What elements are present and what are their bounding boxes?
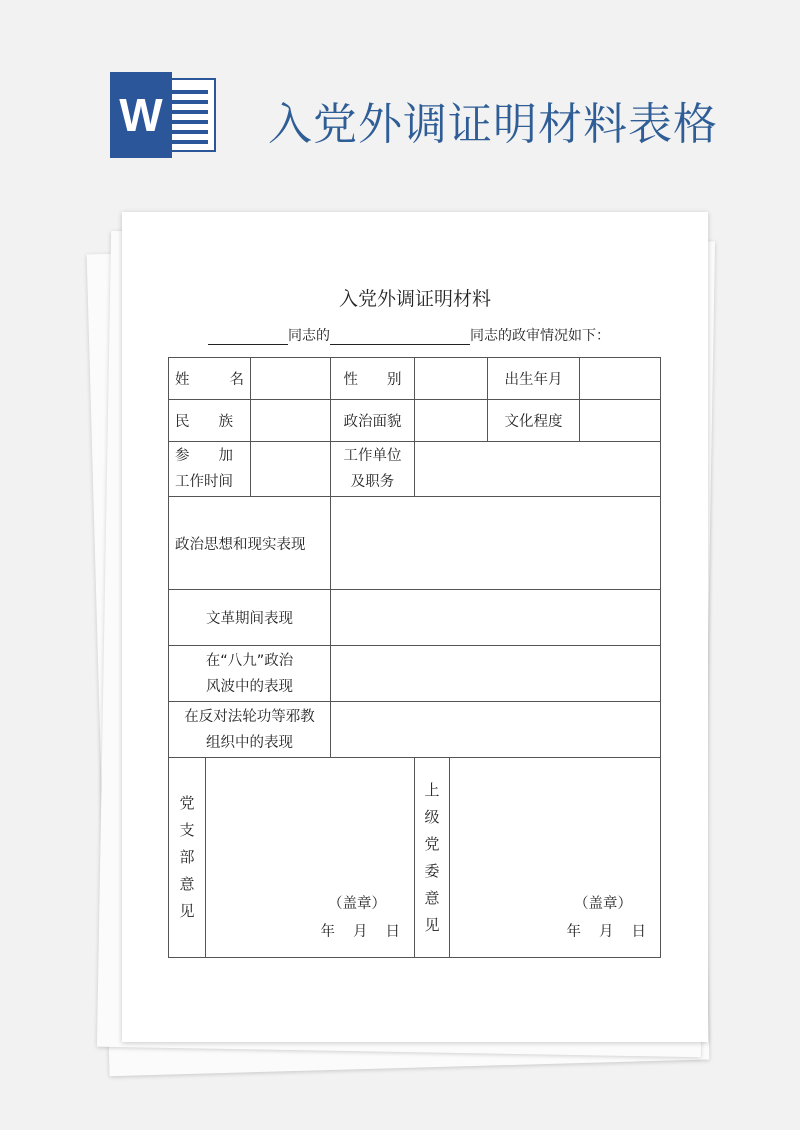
label-anti-cult-line1: 在反对法轮功等邪教 bbox=[184, 708, 315, 725]
superior-opinion-char: 上 bbox=[424, 780, 440, 799]
superior-opinion-char: 党 bbox=[424, 834, 440, 853]
date-day: 日 bbox=[385, 924, 400, 940]
date-month: 月 bbox=[353, 924, 368, 940]
branch-opinion-char: 见 bbox=[179, 902, 195, 920]
date-year: 年 bbox=[320, 924, 335, 940]
superior-opinion-area bbox=[450, 758, 661, 958]
label-june-fourth bbox=[169, 646, 331, 702]
word-icon-badge: W bbox=[110, 72, 172, 158]
blank-line bbox=[330, 328, 470, 345]
branch-opinion-char: 支 bbox=[179, 821, 195, 839]
branch-opinion-label bbox=[169, 758, 206, 958]
label-gender: 性 别 bbox=[331, 358, 415, 400]
value-june-fourth bbox=[331, 646, 661, 702]
intro-text-2: 同志的政审情况如下： bbox=[470, 328, 610, 344]
label-june-fourth-line1: 在“八九”政治 bbox=[205, 652, 294, 669]
branch-opinion-area bbox=[206, 758, 415, 958]
label-join-work-line2: 工作时间 bbox=[175, 474, 233, 490]
label-join-work-line1: 参 加 bbox=[175, 448, 233, 464]
label-birth: 出生年月 bbox=[488, 358, 580, 400]
value-gender bbox=[415, 358, 488, 400]
value-anti-cult bbox=[331, 702, 661, 758]
intro-line bbox=[208, 325, 610, 345]
superior-opinion-char: 见 bbox=[424, 915, 440, 934]
branch-opinion-char: 党 bbox=[179, 794, 195, 812]
value-work-unit bbox=[415, 442, 661, 497]
label-name: 姓 名 bbox=[169, 358, 251, 400]
value-cultural-revolution bbox=[331, 590, 661, 646]
branch-seal-text: （盖章） bbox=[328, 896, 386, 912]
value-political-status bbox=[415, 400, 488, 442]
superior-seal-text: （盖章） bbox=[574, 896, 632, 912]
value-birth bbox=[580, 358, 661, 400]
superior-date bbox=[549, 920, 647, 941]
superior-opinion-label bbox=[415, 758, 450, 958]
value-political-thought bbox=[331, 497, 661, 590]
branch-opinion-char: 意 bbox=[179, 875, 195, 893]
label-cultural-revolution: 文革期间表现 bbox=[169, 590, 331, 646]
date-day: 日 bbox=[631, 924, 646, 940]
value-ethnicity bbox=[251, 400, 331, 442]
word-icon bbox=[110, 72, 216, 158]
label-work-unit-line1: 工作单位 bbox=[343, 448, 402, 464]
label-political-thought: 政治思想和现实表现 bbox=[169, 497, 331, 590]
date-year: 年 bbox=[566, 924, 581, 940]
superior-opinion-char: 意 bbox=[424, 888, 440, 907]
superior-opinion-char: 级 bbox=[424, 807, 440, 826]
value-name bbox=[251, 358, 331, 400]
value-education bbox=[580, 400, 661, 442]
superior-opinion-char: 委 bbox=[424, 861, 440, 880]
label-ethnicity: 民 族 bbox=[169, 400, 251, 442]
document-page bbox=[122, 212, 708, 1042]
branch-date bbox=[303, 920, 401, 941]
blank-line bbox=[208, 328, 288, 345]
label-anti-cult-line2: 组织中的表现 bbox=[206, 734, 293, 751]
label-political-status: 政治面貌 bbox=[331, 400, 415, 442]
branch-opinion-char: 部 bbox=[179, 848, 195, 866]
label-work-unit bbox=[331, 442, 415, 497]
value-join-work-time bbox=[251, 442, 331, 497]
label-join-work-time bbox=[169, 442, 251, 497]
label-education: 文化程度 bbox=[488, 400, 580, 442]
form-table bbox=[168, 357, 661, 958]
header-title: 入党外调证明材料表格 bbox=[268, 99, 718, 150]
label-anti-cult bbox=[169, 702, 331, 758]
document-title: 入党外调证明材料 bbox=[338, 288, 491, 310]
label-june-fourth-line2: 风波中的表现 bbox=[206, 678, 293, 695]
date-month: 月 bbox=[599, 924, 614, 940]
intro-text-1: 同志的 bbox=[288, 328, 330, 344]
label-work-unit-line2: 及职务 bbox=[350, 474, 395, 490]
